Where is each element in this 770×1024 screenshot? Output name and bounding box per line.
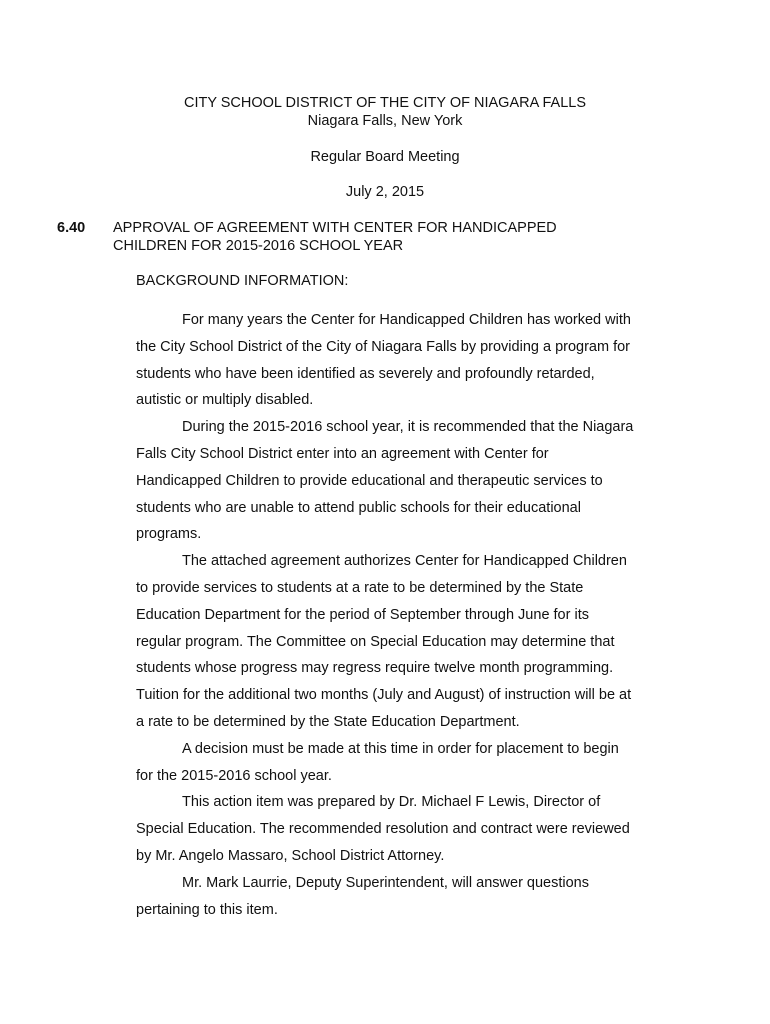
body-line: A decision must be made at this time in order for placement to begin xyxy=(182,740,619,757)
meeting-title: Regular Board Meeting xyxy=(310,149,460,165)
body-line: pertaining to this item. xyxy=(136,901,278,918)
body-line: students who have been identified as severely and profoundly retarded, xyxy=(136,365,595,382)
body-line: For many years the Center for Handicapped Children has worked with xyxy=(182,312,631,328)
body-line: Mr. Mark Laurrie, Deputy Superintendent, will answer questions xyxy=(182,874,589,891)
agenda-item-number: 6.40 xyxy=(57,220,86,236)
body-line: a rate to be determined by the State Education Department. xyxy=(136,713,520,730)
body-line: students who are unable to attend public schools for their educational xyxy=(136,499,581,516)
body-line: students whose progress may regress require twelve month programming. xyxy=(136,660,614,677)
body-line: During the 2015-2016 school year, it is recommended that the Niagara xyxy=(182,419,634,436)
district-title: CITY SCHOOL DISTRICT OF THE CITY OF NIAGARA FALLS xyxy=(183,95,587,111)
body-line: regular program. The Committee on Special Education may determine that xyxy=(136,633,615,650)
body-line: for the 2015-2016 school year. xyxy=(136,767,332,784)
body-line: Falls City School District enter into an agreement with Center for xyxy=(136,445,549,462)
agenda-item-title-line: CHILDREN FOR 2015-2016 SCHOOL YEAR xyxy=(113,238,404,254)
body-line: to provide services to students at a rate to be determined by the State xyxy=(136,579,584,596)
body-line: by Mr. Angelo Massaro, School District Attorney. xyxy=(136,847,445,864)
body-line: Tuition for the additional two months (July and August) of instruction will be at xyxy=(136,687,632,704)
body-line: Handicapped Children to provide educational and therapeutic services to xyxy=(136,472,603,489)
agenda-item-title xyxy=(113,219,673,255)
body-line: Special Education. The recommended resolution and contract were reviewed xyxy=(136,821,630,838)
body-line: The attached agreement authorizes Center for Handicapped Children xyxy=(182,553,627,570)
body-line: programs. xyxy=(136,526,202,543)
district-location: Niagara Falls, New York xyxy=(307,113,463,129)
body-line: the City School District of the City of Niagara Falls by providing a program for xyxy=(136,338,631,355)
background-heading: BACKGROUND INFORMATION: xyxy=(136,273,349,289)
background-body xyxy=(136,307,666,923)
body-line: Education Department for the period of September through June for its xyxy=(136,606,589,623)
meeting-date: July 2, 2015 xyxy=(345,184,425,200)
agenda-item-title-line: APPROVAL OF AGREEMENT WITH CENTER FOR HANDICAPPED xyxy=(113,220,557,236)
body-line: This action item was prepared by Dr. Michael F Lewis, Director of xyxy=(182,794,601,811)
body-line: autistic or multiply disabled. xyxy=(136,392,314,409)
